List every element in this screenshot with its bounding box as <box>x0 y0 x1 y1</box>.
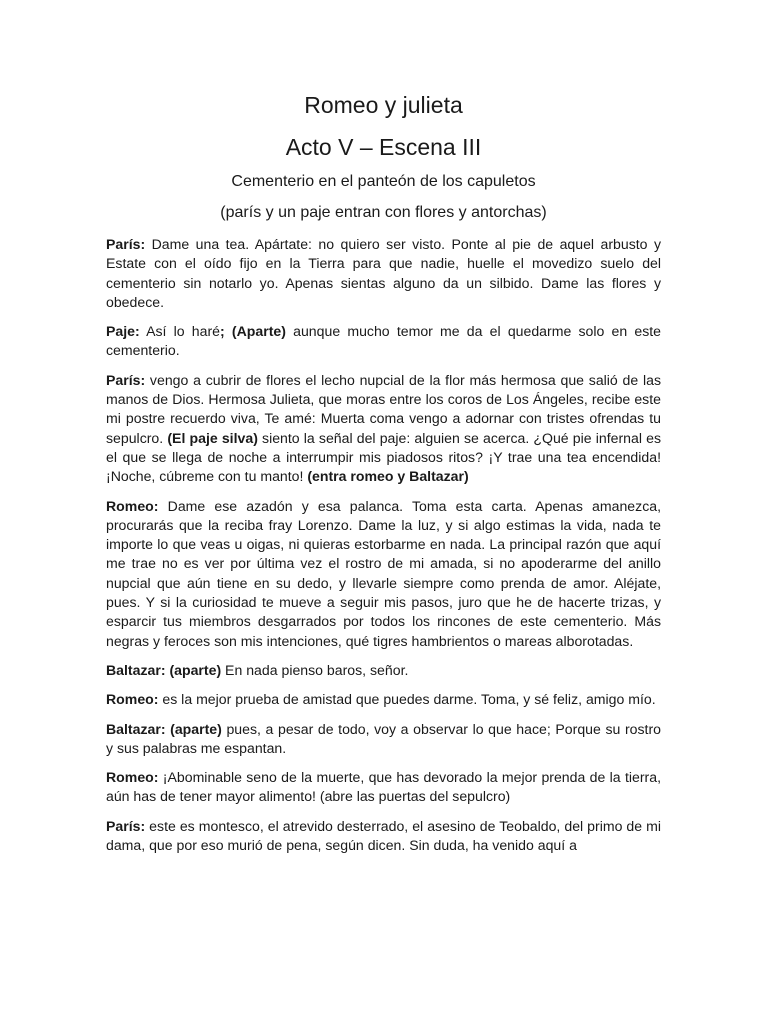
stage-note: ; (Aparte) <box>220 323 286 340</box>
speaker-name: París: <box>106 817 146 834</box>
speaker-name: Paje: <box>106 323 140 340</box>
speaker-name: Romeo: <box>106 691 159 708</box>
dialogue-paragraph <box>106 690 661 709</box>
speaker-name: París: <box>106 371 146 388</box>
play-title: Romeo y julieta <box>304 92 463 118</box>
dialogue-paragraph <box>106 661 661 680</box>
document-page <box>106 90 661 865</box>
speaker-name: Romeo: <box>106 497 159 514</box>
dialogue-text: este es montesco, el atrevido desterrado, el asesino de Teobaldo, del primo de mi dama, que por eso murió de pena, según dicen. Sin duda, ha venido aquí a <box>106 817 661 854</box>
dialogue-text: Dame ese azadón y esa palanca. Toma esta carta. Apenas amanezca, procurarás que la reciba fray Lorenzo. Dame la luz, y si algo estimas la vida, nada te importe lo que veas u oigas, ni quieras estorbarme en nada. La principal razón que aquí me trae no es ver por última vez el rostro de mi amada, si no apoderarme del anillo nupcial que aún tiene en su dedo, y llevarle siempre como prenda de amor. Aléjate, pues. Y si la curiosidad te mueve a seguir mis pasos, juro que he de hacerte trizas, y esparcir tus miembros desgarrados por todos los rincones de este cementerio. Más negras y feroces son mis intenciones, qué tigres hambrientos o mareas alborotadas. <box>106 497 661 649</box>
dialogue-text: ¡Abominable seno de la muerte, que has devorado la mejor prenda de la tierra, aún has de tener mayor alimento! (abre las puertas del sepulcro) <box>106 769 661 805</box>
dialogue-paragraph <box>106 720 661 759</box>
dialogue-text: Dame una tea. Apártate: no quiero ser visto. Ponte al pie de aquel arbusto y Estate con el oído fijo en la Tierra para que nadie, huelle el movedizo suelo del cementerio sin notarlo yo. Apenas sientas alguno da un silbido. Dame las flores y obedece. <box>106 236 661 310</box>
speaker-name: Romeo: <box>106 769 159 786</box>
dialogue-paragraph <box>106 371 661 487</box>
dialogue-text: siento la señal del paje: alguien se acerca. ¿Qué pie infernal es el que se llega de noche a interrumpir mis piadosos ritos? ¡Y trae una tea encendida! ¡Noche, cúbreme con tu manto! <box>106 429 661 485</box>
stage-direction: (parís y un paje entran con flores y antorchas) <box>220 204 547 221</box>
dialogue-paragraph <box>106 497 661 651</box>
speaker-name: Baltazar: (aparte) <box>106 661 222 678</box>
act-heading: Acto V – Escena III <box>285 134 482 160</box>
speaker-name: París: <box>106 236 146 252</box>
dialogue-text: pues, a pesar de todo, voy a observar lo que hace; Porque su rostro y sus palabras me espantan. <box>106 720 661 756</box>
dialogue-text: es la mejor prueba de amistad que puedes darme. Toma, y sé feliz, amigo mío. <box>158 691 656 708</box>
dialogue-text: vengo a cubrir de flores el lecho nupcial de la flor más hermosa que salió de las manos de Dios. Hermosa Julieta, que moras entre los coros de Los Ángeles, recibe este mi postre recuerdo viva, Te amé: Muerta coma vengo a adornar con tristes ofrendas tu sepulcro. <box>106 371 661 446</box>
speaker-name: Baltazar: (aparte) <box>106 720 222 737</box>
dialogue-text: En nada pienso baros, señor. <box>221 661 409 678</box>
dialogue-body <box>106 235 661 855</box>
dialogue-paragraph <box>106 235 661 312</box>
dialogue-text: aunque mucho temor me da el quedarme solo en este cementerio. <box>106 323 662 359</box>
dialogue-paragraph <box>106 768 661 807</box>
dialogue-paragraph <box>106 817 661 856</box>
scene-setting: Cementerio en el panteón de los capuletos <box>231 173 536 190</box>
dialogue-text: Así lo haré <box>139 323 221 340</box>
stage-note: (entra romeo y Baltazar) <box>307 468 469 485</box>
stage-note: (El paje silva) <box>167 429 258 446</box>
dialogue-paragraph <box>106 322 661 361</box>
